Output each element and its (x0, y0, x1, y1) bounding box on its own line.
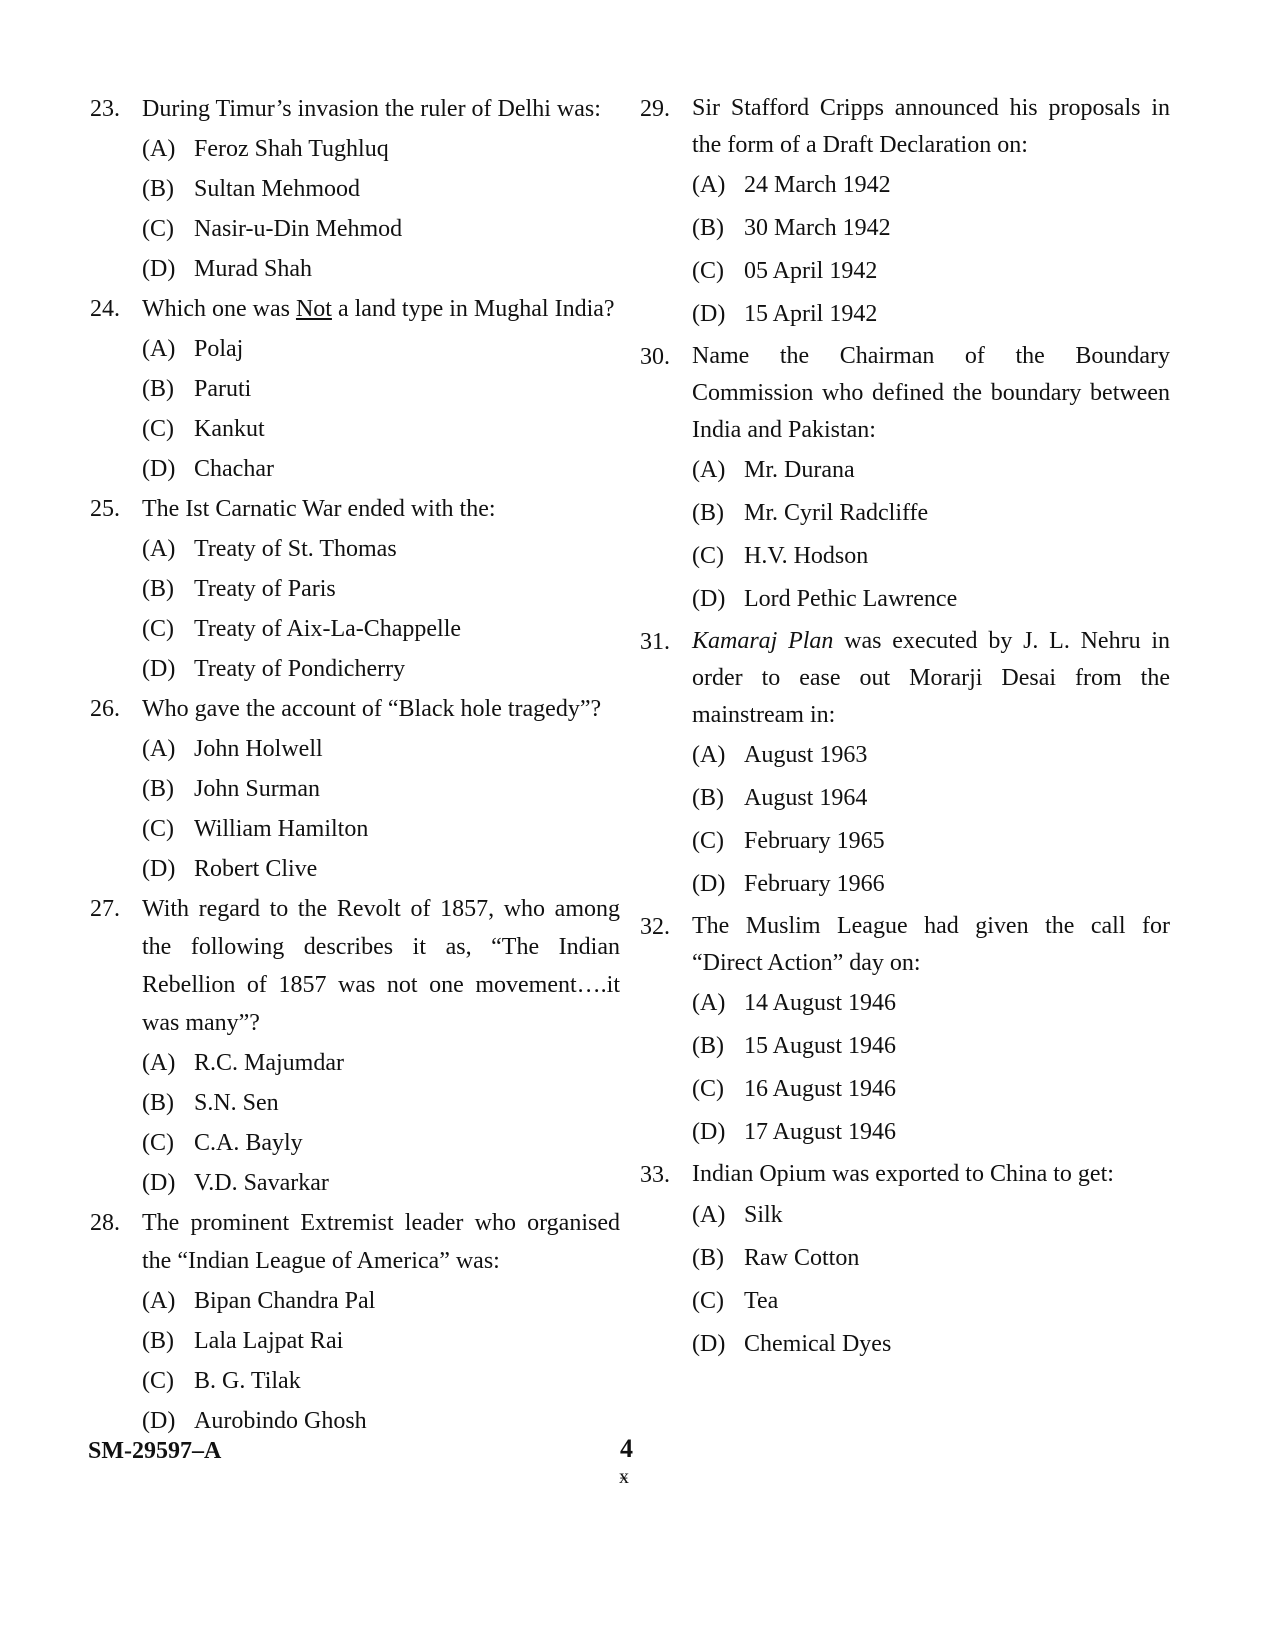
question-text-part: Sir Stafford Cripps announced his proposals in the form of a Draft Declaration on: (692, 95, 1170, 158)
question-number: 31. (640, 629, 670, 655)
option (142, 130, 620, 168)
question-number: 27. (90, 896, 120, 922)
question-number: 25. (90, 496, 120, 522)
option (692, 865, 1170, 903)
option-text: John Surman (194, 776, 320, 802)
question-text (142, 490, 620, 528)
option-text: 14 August 1946 (744, 990, 897, 1016)
question-head (90, 490, 620, 528)
option-text: Treaty of Aix-La-Chappelle (194, 616, 462, 642)
option-text: 17 August 1946 (744, 1119, 897, 1145)
question-number: 28. (90, 1210, 120, 1236)
left-column (90, 90, 620, 1442)
option-text: John Holwell (194, 736, 323, 762)
option (692, 1196, 1170, 1234)
option (142, 570, 620, 608)
option-text: Chachar (194, 456, 274, 482)
question-head (640, 623, 1170, 734)
option-label: (C) (692, 828, 724, 854)
question (90, 890, 620, 1202)
option-label: (A) (142, 736, 176, 762)
option-label: (B) (692, 785, 724, 811)
option (142, 850, 620, 888)
option-label: (B) (142, 1090, 174, 1116)
option-text: V.D. Savarkar (194, 1170, 329, 1196)
option-label: (B) (142, 776, 174, 802)
option-label: (A) (142, 136, 176, 162)
option-text: Murad Shah (194, 256, 312, 282)
option (142, 610, 620, 648)
option (692, 252, 1170, 290)
option-label: (A) (692, 457, 726, 483)
option-label: (D) (142, 256, 176, 282)
option-label: (C) (142, 416, 174, 442)
option (692, 451, 1170, 489)
question-text (692, 623, 1170, 734)
option (692, 209, 1170, 247)
question-text (142, 290, 620, 328)
question-number: 32. (640, 914, 670, 940)
option (692, 1325, 1170, 1363)
page-number: 4 (620, 1434, 633, 1463)
option-label: (C) (692, 1076, 724, 1102)
option-text: Bipan Chandra Pal (194, 1288, 376, 1314)
option-text: 05 April 1942 (744, 258, 878, 284)
option (692, 166, 1170, 204)
option-label: (B) (142, 176, 174, 202)
option-text: February 1966 (744, 871, 885, 897)
option (692, 1027, 1170, 1065)
page-mark: ӿ (619, 1466, 629, 1488)
option-text: S.N. Sen (194, 1090, 279, 1116)
question-head (90, 690, 620, 728)
option (692, 822, 1170, 860)
option (692, 1239, 1170, 1277)
option-label: (C) (692, 1288, 724, 1314)
option (692, 779, 1170, 817)
option (142, 810, 620, 848)
option-text: 15 April 1942 (744, 301, 878, 327)
question-text (692, 338, 1170, 449)
question-text-part: The prominent Extremist leader who organised the “Indian League of America” was: (142, 1210, 620, 1274)
question-number: 33. (640, 1162, 670, 1188)
question-head (90, 290, 620, 328)
option-label: (B) (142, 576, 174, 602)
option-text: H.V. Hodson (744, 543, 869, 569)
question-head (640, 1156, 1170, 1194)
option-text: 15 August 1946 (744, 1033, 897, 1059)
question-text-part: a land type in Mughal India? (331, 296, 615, 322)
option-text: February 1965 (744, 828, 885, 854)
option-text: Paruti (194, 376, 252, 402)
option (142, 330, 620, 368)
option-text: R.C. Majumdar (194, 1050, 344, 1076)
option-text: Raw Cotton (744, 1245, 860, 1271)
option-text: Mr. Durana (744, 457, 855, 483)
question-text (692, 1156, 1170, 1194)
option (692, 984, 1170, 1022)
option-label: (C) (142, 1368, 174, 1394)
question-head (640, 338, 1170, 449)
option (142, 450, 620, 488)
option-label: (A) (692, 1202, 726, 1228)
option-label: (B) (692, 1245, 724, 1271)
question-text-part: With regard to the Revolt of 1857, who among the following describes it as, “The Indian Rebellion of 1857 was not one movement….it was many”? (142, 896, 620, 1036)
option (142, 1124, 620, 1162)
question-head (90, 1204, 620, 1280)
option-label: (A) (142, 1288, 176, 1314)
option-label: (A) (692, 742, 726, 768)
question-text-part: The Muslim League had given the call for “Direct Action” day on: (692, 913, 1170, 976)
option-text: August 1964 (744, 785, 868, 811)
question-text (692, 908, 1170, 982)
option (692, 580, 1170, 618)
option (142, 170, 620, 208)
option-label: (D) (692, 871, 726, 897)
italic-term: Kamaraj Plan (692, 628, 834, 654)
option (692, 295, 1170, 333)
question-head (640, 90, 1170, 164)
option (142, 770, 620, 808)
option-text: Mr. Cyril Radcliffe (744, 500, 929, 526)
option-text: Treaty of St. Thomas (194, 536, 397, 562)
option-text: B. G. Tilak (194, 1368, 301, 1394)
option-label: (D) (692, 301, 726, 327)
option-label: (B) (142, 1328, 174, 1354)
option-label: (B) (692, 215, 724, 241)
option (142, 250, 620, 288)
question-text-part: was executed by J. L. Nehru in order to ease out Morarji Desai from the mainstream in: (692, 628, 1170, 728)
option-label: (B) (142, 376, 174, 402)
option-text: Robert Clive (194, 856, 318, 882)
option-label: (D) (142, 456, 176, 482)
question (640, 908, 1170, 1151)
question-text-part: During Timur’s invasion the ruler of Delhi was: (142, 96, 601, 122)
question-number: 30. (640, 344, 670, 370)
option (142, 370, 620, 408)
option (142, 1362, 620, 1400)
question-text (142, 690, 620, 728)
option-label: (A) (142, 1050, 176, 1076)
option-label: (C) (142, 816, 174, 842)
option-label: (D) (142, 856, 176, 882)
option (142, 1044, 620, 1082)
question-number: 23. (90, 96, 120, 122)
option (142, 410, 620, 448)
option-label: (C) (142, 216, 174, 242)
question (90, 90, 620, 288)
question-head (90, 90, 620, 128)
question-text-part: Which one was (142, 296, 296, 322)
option (142, 1282, 620, 1320)
question (90, 490, 620, 688)
option (692, 1070, 1170, 1108)
question (640, 623, 1170, 903)
option (692, 1282, 1170, 1320)
question-text-part: The Ist Carnatic War ended with the: (142, 496, 496, 522)
question (640, 1156, 1170, 1363)
option-label: (C) (692, 258, 724, 284)
option-text: Treaty of Paris (194, 576, 336, 602)
paper-code: SM-29597–A (88, 1438, 222, 1464)
option-text: Tea (744, 1288, 779, 1314)
question-head (640, 908, 1170, 982)
question-text-part: Indian Opium was exported to China to get: (692, 1161, 1114, 1187)
option-text: 24 March 1942 (744, 172, 891, 198)
option (692, 537, 1170, 575)
underlined-word: Not (295, 296, 332, 322)
question-text (142, 890, 620, 1042)
option-text: Nasir-u-Din Mehmod (194, 216, 403, 242)
question (640, 90, 1170, 333)
option (142, 1164, 620, 1202)
option (142, 1402, 620, 1440)
question (90, 690, 620, 888)
option-text: 30 March 1942 (744, 215, 891, 241)
option-label: (A) (692, 990, 726, 1016)
option-label: (D) (692, 1331, 726, 1357)
question-text (142, 1204, 620, 1280)
option-label: (C) (142, 1130, 174, 1156)
question (90, 1204, 620, 1440)
question (640, 338, 1170, 618)
option-label: (A) (142, 536, 176, 562)
option-text: Aurobindo Ghosh (194, 1408, 367, 1434)
option-label: (D) (692, 586, 726, 612)
option (692, 736, 1170, 774)
question (90, 290, 620, 488)
option-label: (C) (692, 543, 724, 569)
option (142, 730, 620, 768)
option-label: (A) (692, 172, 726, 198)
option (142, 530, 620, 568)
question-number: 24. (90, 296, 120, 322)
option-label: (B) (692, 1033, 724, 1059)
option-text: Chemical Dyes (744, 1331, 892, 1357)
option-text: William Hamilton (194, 816, 369, 842)
option-label: (C) (142, 616, 174, 642)
option-text: Silk (744, 1202, 783, 1228)
option-text: August 1963 (744, 742, 868, 768)
option-label: (D) (142, 656, 176, 682)
option-text: Polaj (194, 336, 244, 362)
question-number: 26. (90, 696, 120, 722)
option-text: Kankut (194, 416, 265, 442)
option-text: Treaty of Pondicherry (194, 656, 406, 682)
option (692, 1113, 1170, 1151)
option-label: (A) (142, 336, 176, 362)
question-text-part: Who gave the account of “Black hole tragedy”? (142, 696, 602, 722)
option (692, 494, 1170, 532)
option-text: Feroz Shah Tughluq (194, 136, 389, 162)
option-text: Lord Pethic Lawrence (744, 586, 958, 612)
option-label: (D) (692, 1119, 726, 1145)
option-text: Sultan Mehmood (194, 176, 360, 202)
option (142, 1084, 620, 1122)
question-text (692, 90, 1170, 164)
question-text (142, 90, 620, 128)
option (142, 1322, 620, 1360)
option-text: 16 August 1946 (744, 1076, 897, 1102)
question-text-part: Name the Chairman of the Boundary Commission who defined the boundary between India and Pakistan: (692, 343, 1170, 443)
right-column (640, 90, 1170, 1368)
option-label: (D) (142, 1170, 176, 1196)
option (142, 210, 620, 248)
option-text: C.A. Bayly (194, 1130, 303, 1156)
question-number: 29. (640, 96, 670, 122)
option-text: Lala Lajpat Rai (194, 1328, 344, 1354)
question-head (90, 890, 620, 1042)
option-label: (B) (692, 500, 724, 526)
option (142, 650, 620, 688)
option-label: (D) (142, 1408, 176, 1434)
